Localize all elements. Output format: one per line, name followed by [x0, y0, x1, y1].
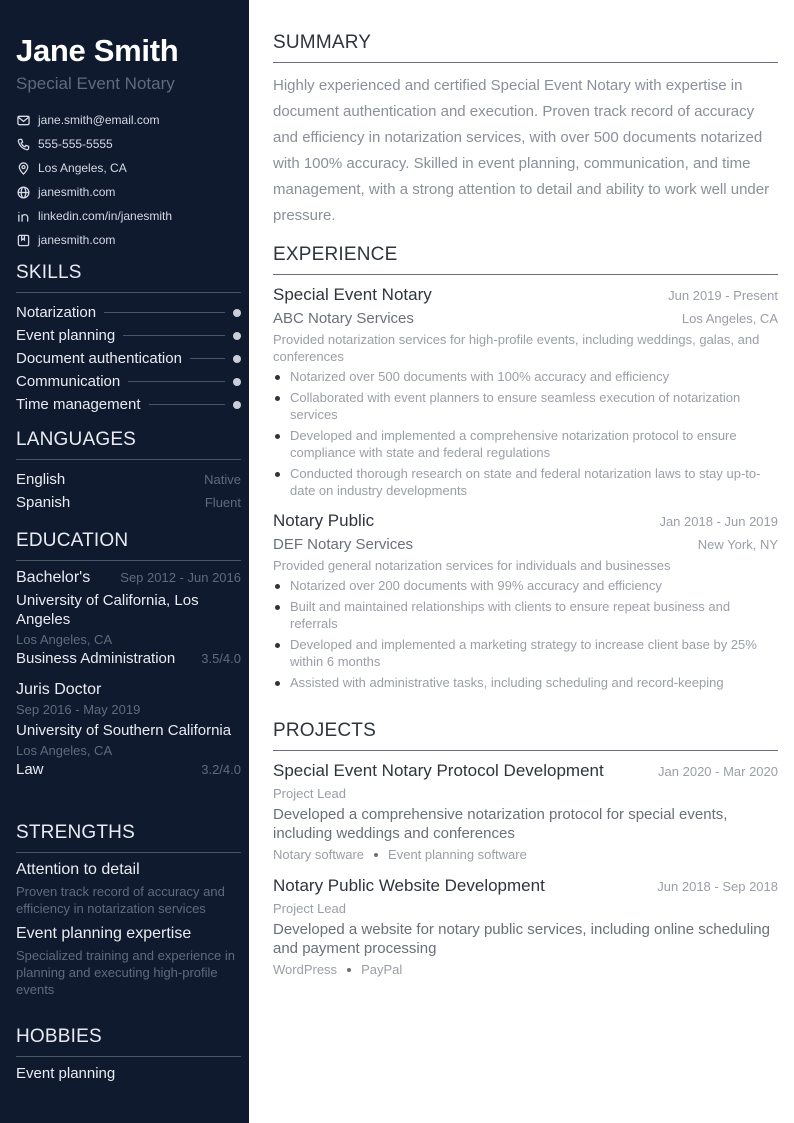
education-degree: Bachelor's [16, 569, 91, 586]
strength-description: Specialized training and experience in planning and executing high-profile events [16, 948, 235, 997]
contact-email-text: jane.smith@email.com [38, 113, 160, 127]
job-entry [273, 511, 778, 691]
contact-email[interactable] [16, 108, 240, 132]
globe-icon [16, 185, 30, 199]
job-bullet: Developed and implemented a marketing strategy to increase client base by 25% within 6 months [273, 636, 778, 670]
tool-separator-dot [347, 968, 351, 972]
hobby-item: Event planning [16, 1065, 116, 1082]
project-role: Project Lead [273, 786, 346, 801]
education-heading: EDUCATION [16, 530, 241, 561]
job-bullet: Developed and implemented a comprehensive notarization protocol to ensure compliance with state and federal regulations [273, 427, 778, 461]
education-degree: Juris Doctor [16, 681, 102, 698]
candidate-name: Jane Smith [16, 33, 179, 68]
skill-item [16, 324, 241, 347]
project-role: Project Lead [273, 901, 346, 916]
project-tools [273, 962, 778, 977]
summary-text: Highly experienced and certified Special Event Notary with expertise in document authentication and execution. Proven track record of accuracy and efficiency in notarization services, with over 500 documents notarized with 100% accuracy. Skilled in event planning, communication, and time management, with a strong attention to detail and ability to work well under pressure. [273, 77, 770, 224]
job-title: Notary Public [273, 511, 375, 530]
skill-level-dot [233, 378, 241, 386]
skill-label: Communication [16, 373, 121, 390]
tool-separator-dot [374, 853, 378, 857]
job-bullet: Assisted with administrative tasks, including scheduling and record-keeping [273, 674, 778, 691]
project-entry [273, 761, 778, 862]
skill-level-dot [233, 332, 241, 340]
bookmark-icon [16, 233, 30, 247]
summary-heading: SUMMARY [273, 32, 778, 63]
linkedin-icon [16, 209, 30, 223]
strength-item [16, 925, 241, 998]
contact-website-text: janesmith.com [38, 185, 116, 199]
job-title: Special Event Notary [273, 285, 432, 304]
languages-section [16, 429, 241, 514]
skill-divider [190, 358, 225, 359]
job-location: Los Angeles, CA [681, 311, 778, 326]
language-item [16, 468, 241, 491]
project-description: Developed a comprehensive notarization protocol for special events, including weddings and conferences [273, 806, 728, 842]
skill-divider [149, 404, 226, 405]
education-field: Law [16, 761, 44, 778]
language-level: Fluent [204, 495, 241, 510]
skill-item [16, 301, 241, 324]
project-tool: PayPal [361, 962, 403, 977]
education-item [16, 681, 241, 778]
education-gpa: 3.5/4.0 [201, 651, 241, 666]
skill-label: Event planning [16, 327, 116, 344]
location-icon [16, 161, 30, 175]
strengths-section [16, 822, 241, 1006]
education-location: Los Angeles, CA [16, 743, 113, 758]
education-field: Business Administration [16, 650, 176, 667]
email-icon [16, 113, 30, 127]
languages-heading: LANGUAGES [16, 429, 241, 460]
phone-icon [16, 137, 30, 151]
language-name: English [16, 471, 66, 488]
job-description: Provided notarization services for high-profile events, including weddings, galas, and conferences [273, 332, 760, 364]
language-name: Spanish [16, 494, 71, 511]
education-school: University of Southern California [16, 722, 232, 739]
education-section [16, 530, 241, 788]
job-bullet: Notarized over 200 documents with 99% accuracy and efficiency [273, 577, 778, 594]
job-bullet: Notarized over 500 documents with 100% accuracy and efficiency [273, 368, 778, 385]
skill-item [16, 370, 241, 393]
language-level: Native [204, 472, 241, 487]
strength-item [16, 861, 241, 917]
job-location: New York, NY [697, 537, 778, 552]
contact-phone[interactable] [16, 132, 240, 156]
skill-label: Document authentication [16, 350, 182, 367]
language-item [16, 491, 241, 514]
project-description: Developed a website for notary public services, including online scheduling and payment processing [273, 921, 770, 957]
skill-level-dot [233, 401, 241, 409]
education-date: Sep 2012 - Jun 2016 [120, 570, 241, 585]
project-tools [273, 847, 778, 862]
job-description: Provided general notarization services for individuals and businesses [273, 558, 671, 573]
strength-title: Event planning expertise [16, 925, 192, 942]
job-bullets [273, 368, 778, 499]
project-tool: Event planning software [388, 847, 527, 862]
education-school: University of California, Los Angeles [16, 592, 199, 628]
job-company: DEF Notary Services [273, 536, 414, 553]
project-tool: WordPress [273, 962, 338, 977]
contact-location [16, 156, 240, 180]
project-entry [273, 876, 778, 977]
job-bullet: Built and maintained relationships with clients to ensure repeat business and referrals [273, 598, 778, 632]
skill-divider [104, 312, 225, 313]
contact-portfolio-text: janesmith.com [38, 233, 116, 247]
education-item [16, 569, 241, 667]
contact-linkedin-text: linkedin.com/in/janesmith [38, 209, 173, 223]
job-bullet: Collaborated with event planners to ensure seamless execution of notarization services [273, 389, 778, 423]
hobbies-section [16, 1026, 241, 1082]
job-bullets [273, 577, 778, 691]
job-company: ABC Notary Services [273, 310, 414, 327]
strength-title: Attention to detail [16, 861, 140, 878]
sidebar [0, 0, 249, 1123]
candidate-title: Special Event Notary [16, 74, 175, 93]
skills-section [16, 262, 241, 416]
education-location: Los Angeles, CA [16, 632, 113, 647]
contact-list [16, 108, 240, 252]
education-gpa: 3.2/4.0 [201, 762, 241, 777]
job-bullet: Conducted thorough research on state and federal notarization laws to stay up-to-date on industry developments [273, 465, 778, 499]
hobbies-heading: HOBBIES [16, 1026, 241, 1057]
contact-website[interactable] [16, 180, 240, 204]
job-date: Jun 2019 - Present [668, 288, 778, 303]
contact-portfolio[interactable] [16, 228, 240, 252]
contact-phone-text: 555-555-5555 [38, 137, 113, 151]
skill-label: Notarization [16, 304, 97, 321]
contact-location-text: Los Angeles, CA [38, 161, 127, 175]
projects-section [273, 720, 778, 991]
project-title: Special Event Notary Protocol Development [273, 761, 604, 780]
contact-linkedin[interactable] [16, 204, 240, 228]
project-date: Jun 2018 - Sep 2018 [657, 879, 778, 894]
education-date: Sep 2016 - May 2019 [16, 702, 141, 717]
experience-section [273, 244, 778, 703]
project-tool: Notary software [273, 847, 365, 862]
experience-heading: EXPERIENCE [273, 244, 778, 275]
skill-divider [128, 381, 225, 382]
summary-section [273, 32, 778, 229]
skill-level-dot [233, 309, 241, 317]
projects-heading: PROJECTS [273, 720, 778, 751]
project-title: Notary Public Website Development [273, 876, 545, 895]
skill-item [16, 347, 241, 370]
job-entry [273, 285, 778, 499]
job-date: Jan 2018 - Jun 2019 [659, 514, 778, 529]
strengths-heading: STRENGTHS [16, 822, 241, 853]
skills-heading: SKILLS [16, 262, 241, 293]
skill-label: Time management [16, 396, 141, 413]
skill-item [16, 393, 241, 416]
skill-level-dot [233, 355, 241, 363]
project-date: Jan 2020 - Mar 2020 [658, 764, 778, 779]
strength-description: Proven track record of accuracy and efficiency in notarization services [16, 884, 225, 916]
skill-divider [123, 335, 225, 336]
